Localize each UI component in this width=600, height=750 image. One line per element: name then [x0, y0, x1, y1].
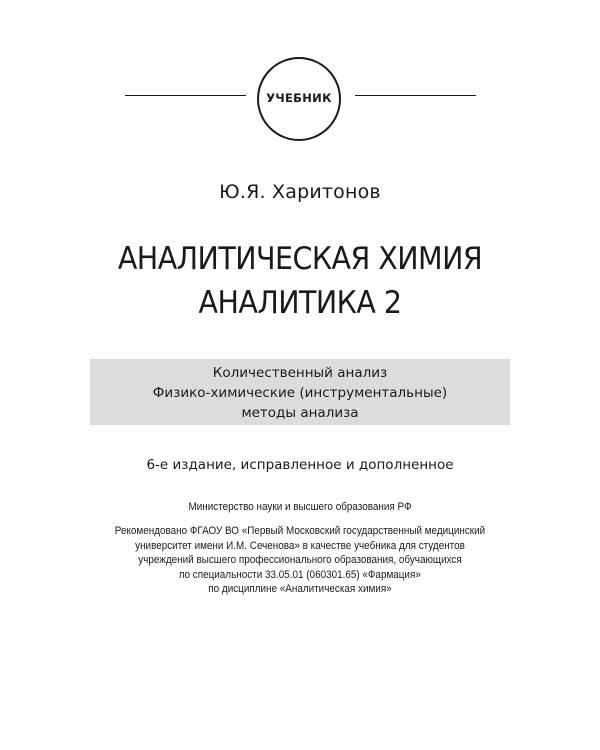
- badge-label: УЧЕБНИК: [266, 91, 332, 105]
- title-line-1: АНАЛИТИЧЕСКАЯ ХИМИЯ: [117, 241, 483, 277]
- right-rule: [355, 95, 476, 96]
- recommendation-line-5: по дисциплине «Аналитическая химия»: [208, 583, 392, 595]
- recommendation-line-4: по специальности 33.05.01 (060301.65) «Фармация»: [179, 568, 421, 581]
- subtitle-line-3: методы анализа: [241, 405, 359, 421]
- subtitle-box: [90, 359, 510, 425]
- textbook-badge: [257, 57, 341, 141]
- badge-row: [0, 57, 600, 143]
- book-title: [24, 237, 576, 325]
- recommendation-line-1: Рекомендовано ФГАОУ ВО «Первый Московский государственный медицинский: [114, 525, 486, 537]
- recommendation-line-2: университет имени И.М. Сеченова» в качестве учебника для студентов: [135, 539, 465, 552]
- subtitle-line-1: Количественный анализ: [212, 365, 388, 381]
- recommendation-text: [30, 524, 570, 597]
- edition-note: 6-е издание, исправленное и дополненное: [146, 457, 454, 473]
- recommendation-line-3: учреждений высшего профессионального образования, обучающихся: [138, 554, 462, 566]
- title-line-2: АНАЛИТИКА 2: [198, 285, 402, 321]
- left-rule: [125, 95, 246, 96]
- subtitle-line-2: Физико-химические (инструментальные): [152, 385, 448, 401]
- author-name: Ю.Я. Харитонов: [219, 181, 381, 203]
- ministry-line: Министерство науки и высшего образования РФ: [188, 501, 412, 513]
